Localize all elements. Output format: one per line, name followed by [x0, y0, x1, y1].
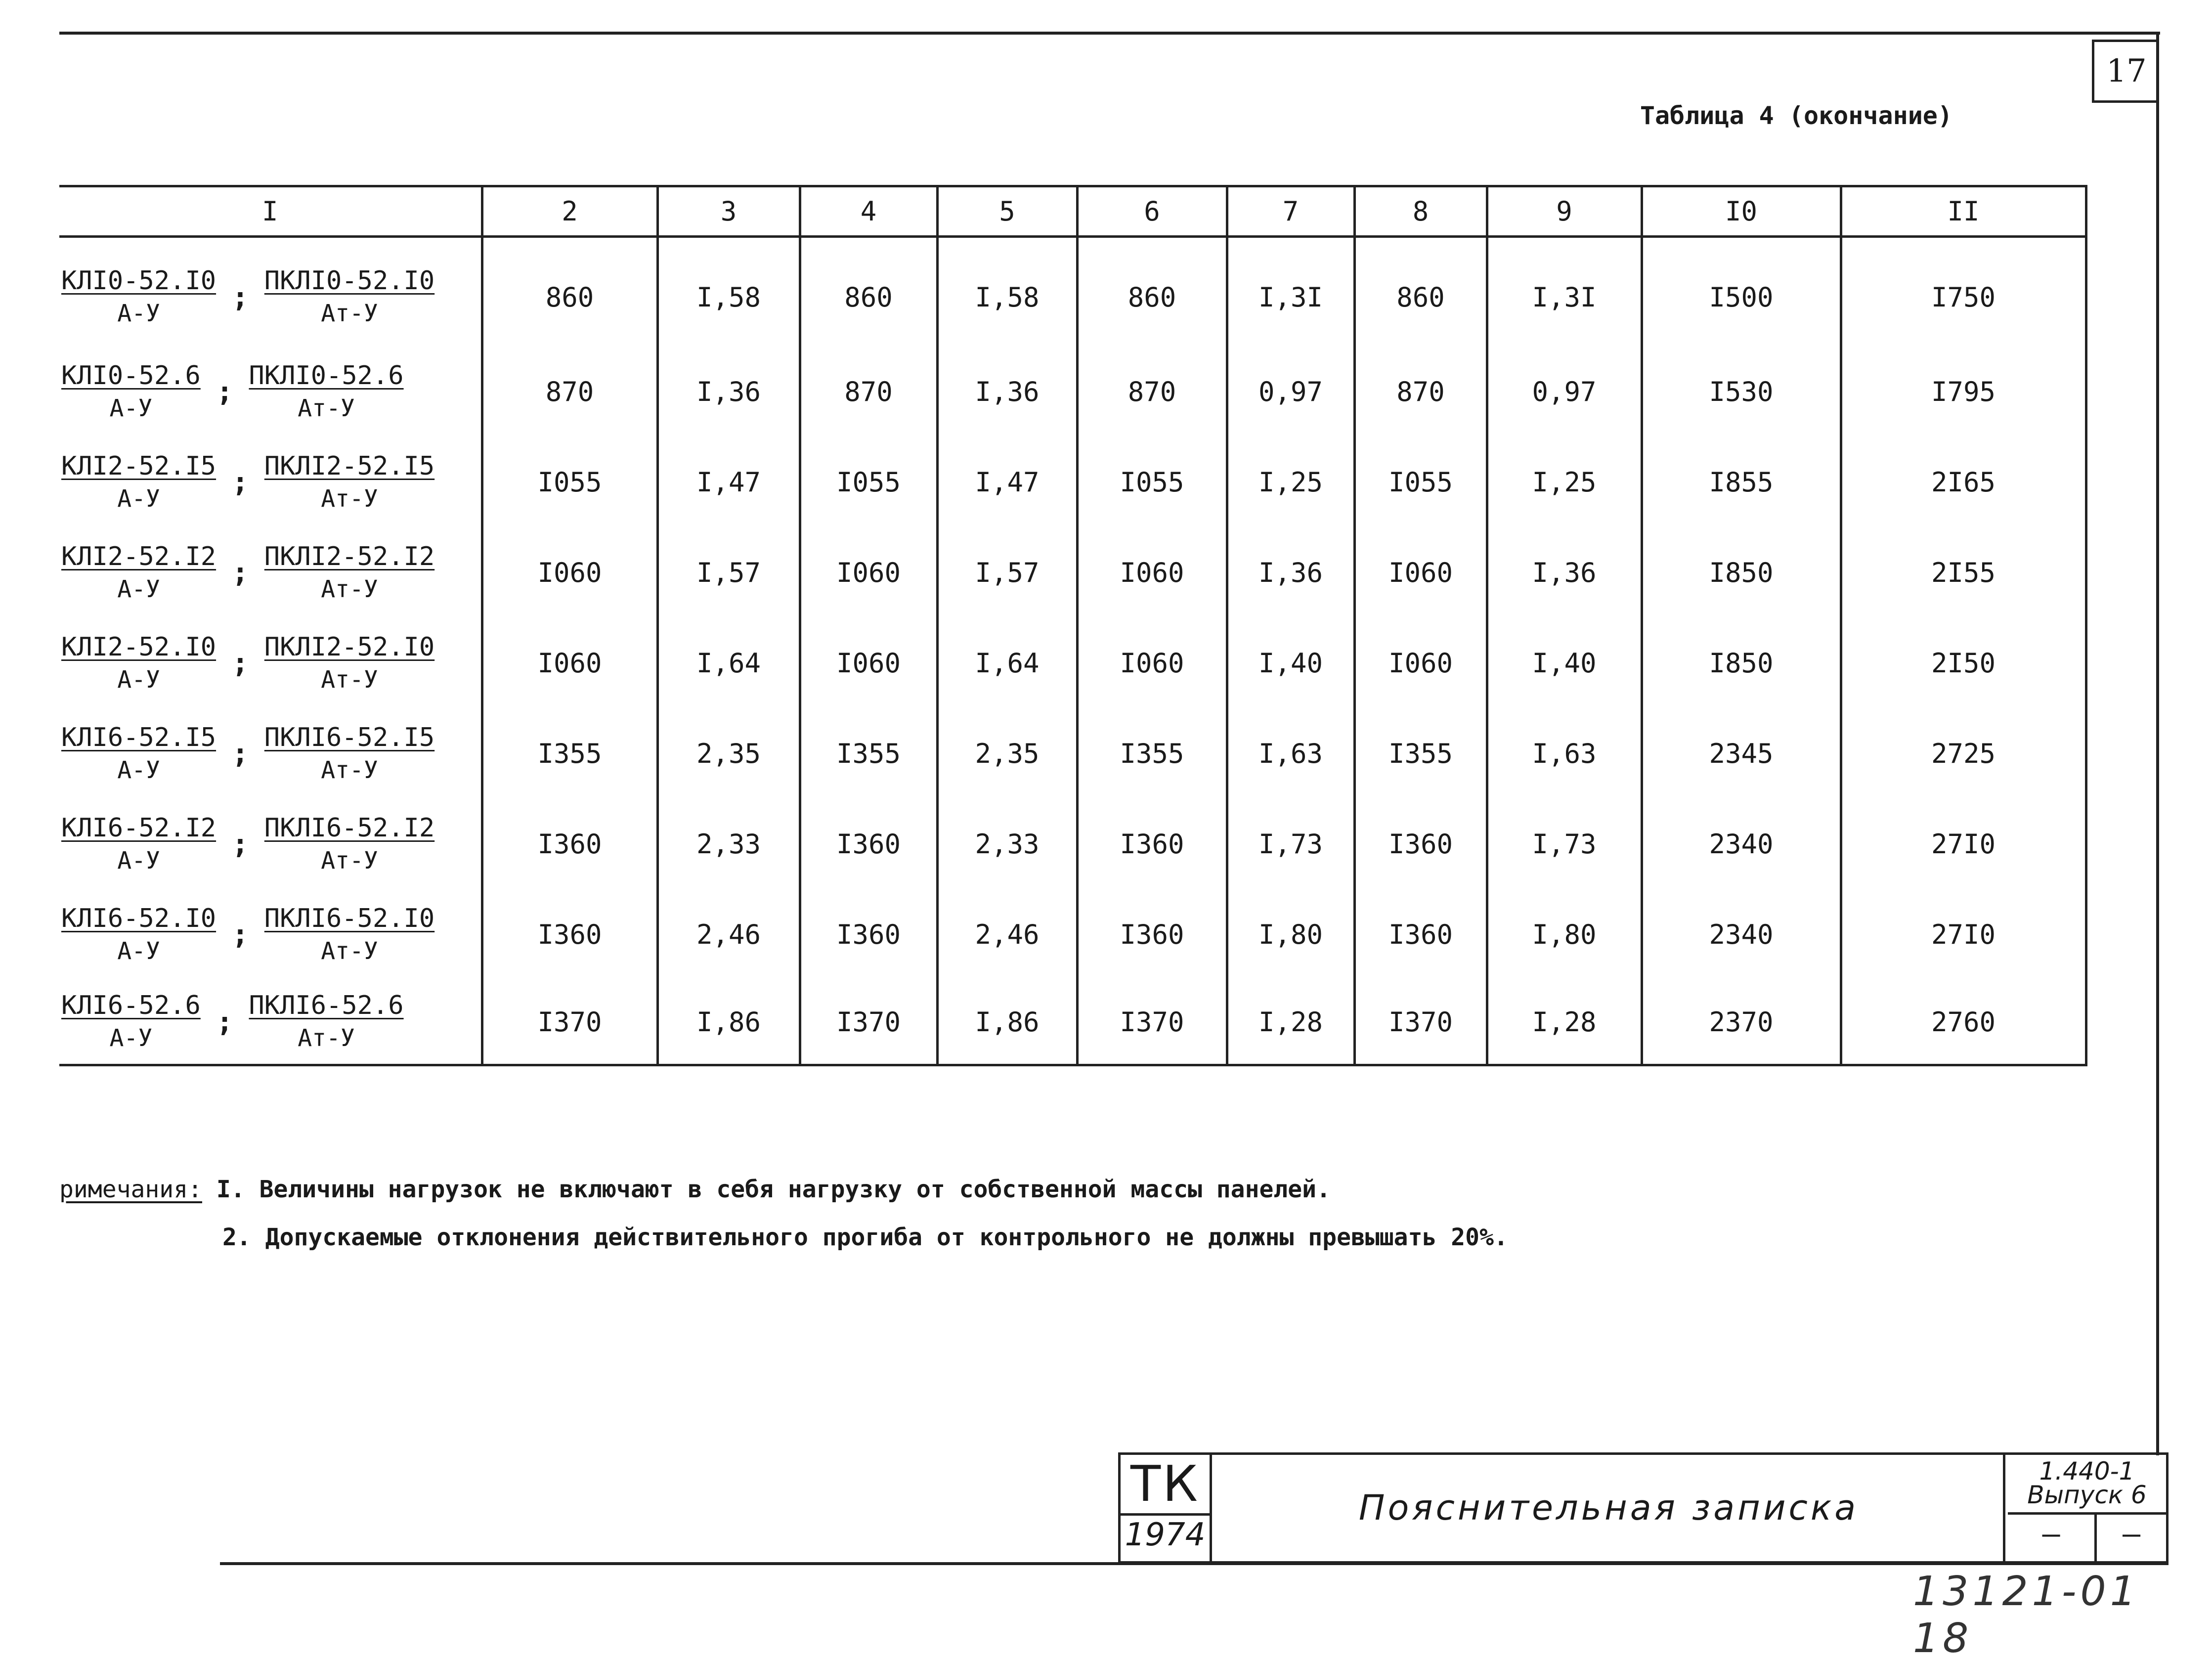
value-cell: I355: [1077, 708, 1227, 799]
value-cell: 2,46: [657, 889, 800, 980]
mark-fraction-b: [262, 812, 436, 877]
col-header: 7: [1227, 186, 1354, 237]
value-cell: I360: [1077, 799, 1227, 889]
value-cell: I,40: [1227, 618, 1354, 708]
value-cell: I060: [1354, 618, 1487, 708]
value-cell: I360: [1354, 799, 1487, 889]
value-cell: I,47: [937, 437, 1077, 527]
notes-label: римечания:: [59, 1176, 202, 1203]
mark-a: КЛI2-52.I5: [61, 451, 217, 481]
value-cell: I,25: [1227, 437, 1354, 527]
value-cell: I,36: [1487, 527, 1642, 618]
value-cell: I,36: [657, 347, 800, 437]
col-header: 4: [800, 186, 937, 237]
value-cell: 2345: [1642, 708, 1841, 799]
value-cell: 860: [1077, 237, 1227, 347]
mark-a: КЛI2-52.I2: [61, 541, 217, 571]
mark-fraction-a: [59, 540, 218, 606]
mark-b-sub: Ат-У: [321, 665, 378, 694]
value-cell: I,63: [1487, 708, 1642, 799]
table-row: [59, 527, 2086, 618]
mark-a: КЛI0-52.6: [61, 360, 201, 391]
value-cell: 2,46: [937, 889, 1077, 980]
mark-b: ПКЛI6-52.I0: [264, 903, 435, 933]
value-cell: I,64: [657, 618, 800, 708]
mark-b: ПКЛI2-52.I2: [264, 541, 435, 571]
mark-fraction-b: [262, 721, 436, 787]
mark-separator: ;: [216, 376, 233, 408]
mark-b: ПКЛI6-52.I2: [264, 813, 435, 843]
value-cell: I,73: [1227, 799, 1354, 889]
value-cell: I,36: [937, 347, 1077, 437]
value-cell: 2I65: [1841, 437, 2086, 527]
value-cell: I850: [1642, 527, 1841, 618]
value-cell: 2340: [1642, 799, 1841, 889]
mark-b-sub: Ат-У: [298, 1024, 355, 1052]
table-row: [59, 799, 2086, 889]
col-header: 9: [1487, 186, 1642, 237]
value-cell: I060: [800, 527, 937, 618]
panel-mark-cell: [59, 347, 482, 437]
year: 1974: [1125, 1517, 1206, 1553]
value-cell: 2,33: [657, 799, 800, 889]
value-cell: I795: [1841, 347, 2086, 437]
value-cell: 2,35: [657, 708, 800, 799]
value-cell: I060: [1077, 527, 1227, 618]
value-cell: I,80: [1227, 889, 1354, 980]
value-cell: I360: [482, 799, 657, 889]
value-cell: I370: [1077, 980, 1227, 1065]
page-number: 17: [2092, 40, 2159, 103]
value-cell: I360: [800, 889, 937, 980]
mark-separator: ;: [232, 828, 249, 860]
mark-b-sub: Ат-У: [298, 394, 355, 422]
series-divider: [2008, 1512, 2166, 1515]
value-cell: 2370: [1642, 980, 1841, 1065]
mark-fraction-a: [59, 721, 218, 787]
col-header: 8: [1354, 186, 1487, 237]
inventory-stamp: 13121-01 18: [1913, 1568, 2140, 1662]
document-title: Пояснительная записка: [1214, 1455, 2005, 1561]
value-cell: 860: [482, 237, 657, 347]
mark-b-sub: Ат-У: [321, 300, 378, 327]
value-cell: I,25: [1487, 437, 1642, 527]
value-cell: I355: [482, 708, 657, 799]
series-cell: [2008, 1455, 2166, 1561]
mark-b: ПКЛI0-52.I0: [264, 266, 435, 296]
value-cell: I850: [1642, 618, 1841, 708]
org-cell: [1121, 1455, 1212, 1561]
mark-fraction-b: [247, 359, 405, 425]
notes-line-1: [59, 1176, 1331, 1203]
panel-mark-cell: [59, 437, 482, 527]
mark-separator: ;: [232, 647, 249, 679]
value-cell: I055: [1077, 437, 1227, 527]
panel-mark-cell: [59, 799, 482, 889]
mark-a: КЛI6-52.6: [61, 991, 201, 1020]
data-table: [59, 185, 2087, 1066]
mark-fraction-a: [59, 902, 218, 967]
mark-b-sub: Ат-У: [321, 846, 378, 875]
mark-fraction-b: [262, 540, 436, 606]
value-cell: I,28: [1227, 980, 1354, 1065]
table-row: [59, 708, 2086, 799]
value-cell: I530: [1642, 347, 1841, 437]
right-border-line: [2156, 32, 2159, 1455]
value-cell: 0,97: [1227, 347, 1354, 437]
col-header: 5: [937, 186, 1077, 237]
org-code: ТК: [1121, 1455, 1210, 1516]
mark-b: ПКЛI6-52.6: [249, 991, 404, 1020]
col-header: 3: [657, 186, 800, 237]
value-cell: I,3I: [1487, 237, 1642, 347]
value-cell: I,73: [1487, 799, 1642, 889]
value-cell: I055: [482, 437, 657, 527]
mark-b-sub: Ат-У: [321, 575, 378, 603]
value-cell: I055: [800, 437, 937, 527]
value-cell: I355: [800, 708, 937, 799]
value-cell: I,86: [657, 980, 800, 1065]
mark-a: КЛI6-52.I5: [61, 722, 217, 752]
table-row: [59, 889, 2086, 980]
mark-a-sub: А-У: [109, 394, 153, 422]
value-cell: 0,97: [1487, 347, 1642, 437]
value-cell: I,58: [937, 237, 1077, 347]
value-cell: I060: [1077, 618, 1227, 708]
value-cell: I,3I: [1227, 237, 1354, 347]
series-code: 1.440-1: [2039, 1457, 2135, 1486]
table-row: [59, 237, 2086, 347]
value-cell: 2,33: [937, 799, 1077, 889]
panel-mark-cell: [59, 980, 482, 1065]
col-header: 6: [1077, 186, 1227, 237]
mark-separator: ;: [216, 1006, 233, 1038]
mark-b: ПКЛI6-52.I5: [264, 722, 435, 752]
table-caption: Таблица 4 (окончание): [1640, 101, 1952, 130]
mark-a-sub: А-У: [117, 756, 160, 784]
mark-separator: ;: [232, 466, 249, 498]
value-cell: I,36: [1227, 527, 1354, 618]
panel-mark-cell: [59, 237, 482, 347]
mark-fraction-b: [262, 631, 436, 696]
value-cell: I,86: [937, 980, 1077, 1065]
mark-fraction-a: [59, 989, 203, 1054]
col-header: I: [59, 186, 482, 237]
value-cell: 870: [1077, 347, 1227, 437]
table-row: [59, 980, 2086, 1065]
value-cell: 2I55: [1841, 527, 2086, 618]
sheet-cell-a: —: [2042, 1517, 2060, 1551]
value-cell: I370: [482, 980, 657, 1065]
title-block: [1118, 1452, 2169, 1564]
mark-b: ПКЛI2-52.I0: [264, 632, 435, 662]
col-header: 2: [482, 186, 657, 237]
value-cell: I,40: [1487, 618, 1642, 708]
value-cell: 860: [800, 237, 937, 347]
value-cell: I,47: [657, 437, 800, 527]
value-cell: I500: [1642, 237, 1841, 347]
mark-a: КЛI6-52.I2: [61, 813, 217, 843]
mark-b: ПКЛI0-52.6: [249, 360, 404, 391]
mark-a-sub: А-У: [109, 1024, 153, 1052]
mark-a-sub: А-У: [117, 484, 160, 513]
value-cell: I370: [1354, 980, 1487, 1065]
mark-separator: ;: [232, 281, 249, 313]
mark-a: КЛI2-52.I0: [61, 632, 217, 662]
value-cell: 870: [800, 347, 937, 437]
sheet-cell-b: —: [2122, 1517, 2141, 1551]
mark-fraction-a: [59, 359, 203, 425]
value-cell: I360: [800, 799, 937, 889]
value-cell: I370: [800, 980, 937, 1065]
mark-b-sub: Ат-У: [321, 937, 378, 965]
value-cell: 870: [1354, 347, 1487, 437]
mark-separator: ;: [232, 738, 249, 770]
value-cell: I,63: [1227, 708, 1354, 799]
value-cell: I060: [482, 527, 657, 618]
mark-a-sub: А-У: [117, 665, 160, 694]
table-row: [59, 347, 2086, 437]
mark-fraction-a: [59, 264, 218, 330]
mark-separator: ;: [232, 557, 249, 589]
mark-b-sub: Ат-У: [321, 484, 378, 513]
mark-a: КЛI0-52.I0: [61, 266, 217, 296]
value-cell: I360: [1354, 889, 1487, 980]
value-cell: I,28: [1487, 980, 1642, 1065]
col-header: I0: [1642, 186, 1841, 237]
value-cell: I750: [1841, 237, 2086, 347]
value-cell: I,58: [657, 237, 800, 347]
value-cell: I,57: [937, 527, 1077, 618]
value-cell: I360: [482, 889, 657, 980]
value-cell: I060: [1354, 527, 1487, 618]
value-cell: I,57: [657, 527, 800, 618]
value-cell: 860: [1354, 237, 1487, 347]
top-border-line: [59, 32, 2160, 35]
value-cell: 2760: [1841, 980, 2086, 1065]
mark-a-sub: А-У: [117, 575, 160, 603]
mark-fraction-a: [59, 812, 218, 877]
table-row: [59, 618, 2086, 708]
mark-fraction-b: [247, 989, 405, 1054]
value-cell: I060: [482, 618, 657, 708]
value-cell: I055: [1354, 437, 1487, 527]
value-cell: 27I0: [1841, 799, 2086, 889]
value-cell: 870: [482, 347, 657, 437]
panel-mark-cell: [59, 889, 482, 980]
value-cell: I360: [1077, 889, 1227, 980]
mark-a-sub: А-У: [117, 846, 160, 875]
mark-b-sub: Ат-У: [321, 756, 378, 784]
mark-a: КЛI6-52.I0: [61, 903, 217, 933]
mark-fraction-a: [59, 450, 218, 515]
value-cell: I355: [1354, 708, 1487, 799]
value-cell: I060: [800, 618, 937, 708]
note-item: 2. Допускаемые отклонения действительного прогиба от контрольного не должны превышать 20%.: [222, 1224, 1508, 1251]
mark-separator: ;: [232, 918, 249, 951]
mark-fraction-b: [262, 450, 436, 515]
value-cell: I,80: [1487, 889, 1642, 980]
mark-fraction-b: [262, 902, 436, 967]
mark-fraction-b: [262, 264, 436, 330]
mark-a-sub: А-У: [117, 937, 160, 965]
value-cell: 2I50: [1841, 618, 2086, 708]
value-cell: I,64: [937, 618, 1077, 708]
panel-mark-cell: [59, 618, 482, 708]
mark-fraction-a: [59, 631, 218, 696]
value-cell: 2340: [1642, 889, 1841, 980]
panel-mark-cell: [59, 708, 482, 799]
value-cell: 2725: [1841, 708, 2086, 799]
value-cell: 27I0: [1841, 889, 2086, 980]
col-header: II: [1841, 186, 2086, 237]
value-cell: 2,35: [937, 708, 1077, 799]
issue-number: Выпуск 6: [2027, 1481, 2147, 1509]
notes-line-2: [222, 1224, 1508, 1251]
mark-a-sub: А-У: [117, 300, 160, 327]
header-row: [59, 186, 2086, 237]
value-cell: I855: [1642, 437, 1841, 527]
note-item: I. Величины нагрузок не включают в себя нагрузку от собственной массы панелей.: [216, 1176, 1331, 1203]
panel-mark-cell: [59, 527, 482, 618]
table-row: [59, 437, 2086, 527]
mark-b: ПКЛI2-52.I5: [264, 451, 435, 481]
